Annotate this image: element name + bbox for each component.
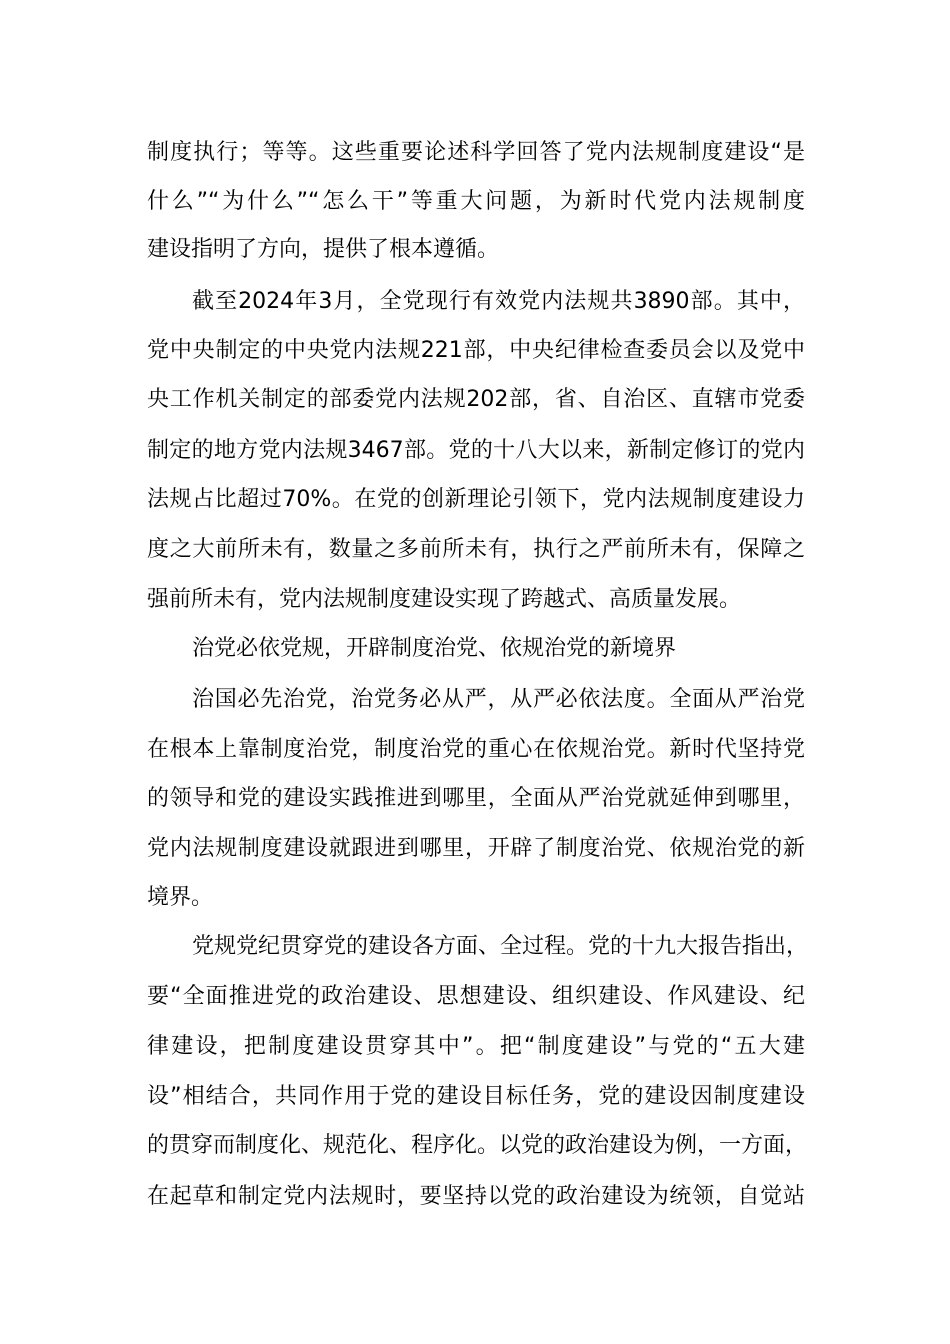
paragraph-line: 法规占比超过70%。在党的创新理论引领下，党内法规制度建设力 xyxy=(147,487,805,512)
paragraph-line: 强前所未有，党内法规制度建设实现了跨越式、高质量发展。 xyxy=(147,587,742,612)
paragraph-line: 党中央制定的中央党内法规221部，中央纪律检查委员会以及党中 xyxy=(147,338,805,363)
paragraph-line: 治国必先治党，治党务必从严，从严必依法度。全面从严治党 xyxy=(192,687,805,712)
paragraph-line: 截至2024年3月，全党现行有效党内法规共3890部。其中， xyxy=(192,289,805,314)
paragraph-line: 党规党纪贯穿党的建设各方面、全过程。党的十九大报告指出， xyxy=(192,934,809,959)
paragraph-line: 党内法规制度建设就跟进到哪里，开辟了制度治党、依规治党的新 xyxy=(147,836,805,861)
paragraph-line: 境界。 xyxy=(147,885,214,910)
section-heading: 治党必依党规，开辟制度治党、依规治党的新境界 xyxy=(192,636,677,661)
paragraph-line: 的领导和党的建设实践推进到哪里，全面从严治党就延伸到哪里， xyxy=(147,786,805,811)
paragraph-line: 律建设，把制度建设贯穿其中”。把“制度建设”与党的“五大建 xyxy=(147,1034,805,1059)
paragraph-line: 什么”“为什么”“怎么干”等重大问题，为新时代党内法规制度 xyxy=(147,189,805,214)
paragraph-line: 制定的地方党内法规3467部。党的十八大以来，新制定修订的党内 xyxy=(147,438,805,463)
paragraph-line: 建设指明了方向，提供了根本遵循。 xyxy=(147,237,500,262)
paragraph-line: 的贯穿而制度化、规范化、程序化。以党的政治建设为例，一方面， xyxy=(147,1133,808,1158)
paragraph-line: 在起草和制定党内法规时，要坚持以党的政治建设为统领，自觉站 xyxy=(147,1184,805,1209)
paragraph-line: 制度执行；等等。这些重要论述科学回答了党内法规制度建设“是 xyxy=(147,140,805,165)
paragraph-line: 在根本上靠制度治党，制度治党的重心在依规治党。新时代坚持党 xyxy=(147,737,805,762)
paragraph-line: 要“全面推进党的政治建设、思想建设、组织建设、作风建设、纪 xyxy=(147,984,805,1009)
paragraph-line: 央工作机关制定的部委党内法规202部，省、自治区、直辖市党委 xyxy=(147,387,805,412)
paragraph-line: 设”相结合，共同作用于党的建设目标任务，党的建设因制度建设 xyxy=(147,1084,805,1109)
paragraph-line: 度之大前所未有，数量之多前所未有，执行之严前所未有，保障之 xyxy=(147,537,805,562)
